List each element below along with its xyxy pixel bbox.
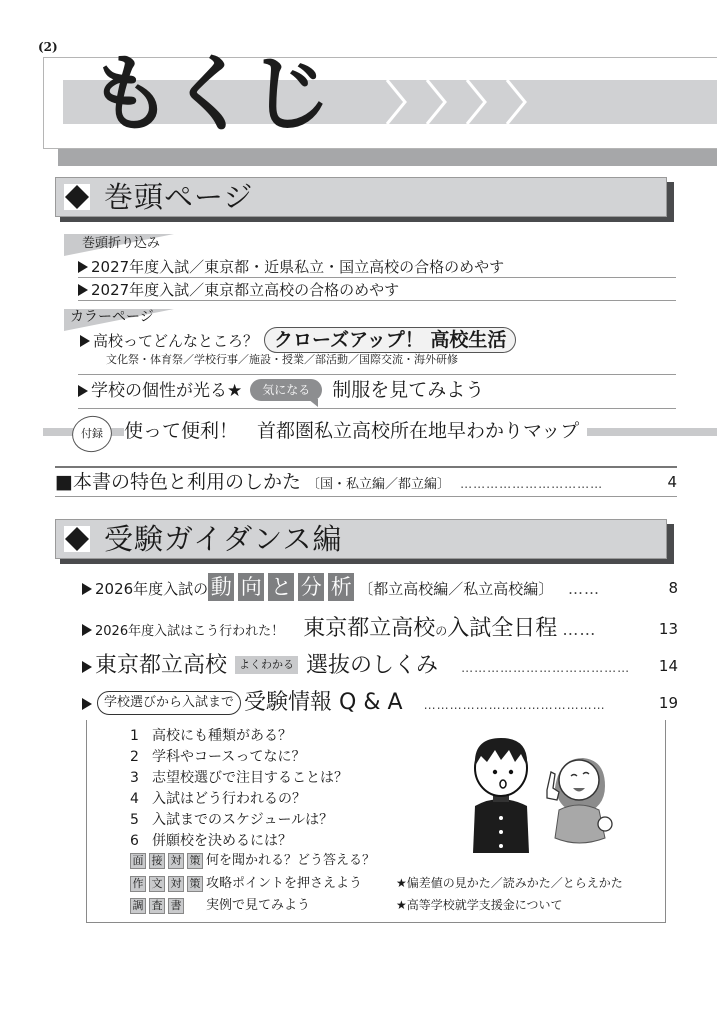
tag-kanto-fold: 巻頭折り込み: [82, 236, 161, 251]
title-shadow-bar: [58, 148, 717, 166]
qa-item: 5 入試までのスケジュールは？: [130, 812, 334, 828]
page-number: (2): [38, 40, 58, 54]
qa-item: 4 入試はどう行われるの？: [130, 791, 306, 807]
furoku-badge: 付録: [69, 412, 116, 456]
toc-item-closeup[interactable]: 高校ってどんなところ？ クローズアップ！ 高校生活: [80, 327, 516, 354]
toc-item-uniform[interactable]: 学校の個性が光る★ 気になる 制服を見てみよう: [78, 376, 676, 409]
triangle-icon: [78, 385, 88, 397]
triangle-icon: [82, 661, 92, 673]
toc-item-qa[interactable]: 学校選びから入試まで 受験情報 Q & A …………………………………… 19: [82, 688, 678, 720]
toc-item[interactable]: 2027年度入試／東京都・近県私立・国立高校の合格のめやす: [78, 257, 676, 278]
triangle-icon: [78, 284, 88, 296]
chevron-right-icon: [463, 80, 499, 124]
yokuwakaru-badge: よくわかる: [235, 656, 298, 674]
triangle-icon: [82, 698, 92, 710]
section-heading-guidance: 受験ガイダンス編: [55, 519, 667, 559]
diamond-icon: [64, 184, 90, 210]
tag-color-pages: カラーページ: [70, 309, 154, 325]
extra-report: 調 査 書 実例で見てみよう ★高等学校就学支援金について: [130, 895, 563, 916]
qa-item: 6 併願校を決めるには？: [130, 833, 292, 849]
extra-essay: 作 文 対 策 攻略ポイントを押さえよう ★偏差値の見かた／読みかた／とらえかた: [130, 873, 623, 894]
triangle-icon: [82, 624, 92, 636]
toc-item-schedule[interactable]: 2026年度入試はこう行われた！ 東京都立高校の入試全日程 …… 13: [82, 614, 678, 647]
extra-interview: 面 接 対 策 何を聞かれる？どう答える？: [130, 851, 396, 871]
chevron-right-icon: [503, 80, 539, 124]
chevron-right-icon: [423, 80, 459, 124]
triangle-icon: [82, 583, 92, 595]
chevron-right-icon: [383, 80, 419, 124]
triangle-icon: [78, 261, 88, 273]
qa-item: 3 志望校選びで注目することは？: [130, 770, 348, 786]
cloud-badge: 学校選びから入試まで: [97, 691, 241, 715]
closeup-subtopics: 文化祭・体育祭／学校行事／施設・授業／部活動／国際交流・海外研修: [78, 352, 676, 375]
kininaru-badge: 気になる: [250, 379, 322, 401]
qa-item: 2 学科やコースってなに？: [130, 749, 306, 765]
diamond-icon: [64, 526, 90, 552]
toc-item-how-to-use[interactable]: ■本書の特色と利用のしかた 〔国・私立編／都立編〕 …………………………… 4: [55, 466, 677, 497]
triangle-icon: [80, 335, 90, 347]
toc-item-selection[interactable]: 東京都立高校 よくわかる 選抜のしくみ ………………………………… 14: [82, 651, 678, 683]
toc-item-map[interactable]: 使って便利！ 首都圏私立高校所在地早わかりマップ: [124, 418, 587, 444]
closeup-badge: クローズアップ！ 高校生活: [264, 327, 516, 353]
toc-item[interactable]: 2027年度入試／東京都立高校の合格のめやす: [78, 280, 676, 301]
students-illustration-icon: [455, 728, 615, 853]
section-heading-kanto: 巻頭ページ: [55, 177, 667, 217]
qa-item: 1 高校にも種類がある？: [130, 728, 292, 744]
qa-list: [130, 726, 348, 852]
page-title: もくじ: [88, 45, 329, 143]
toc-item-trends[interactable]: 2026年度入試の 動 向 と 分 析 〔都立高校編／私立高校編〕 …… 8: [82, 573, 678, 604]
